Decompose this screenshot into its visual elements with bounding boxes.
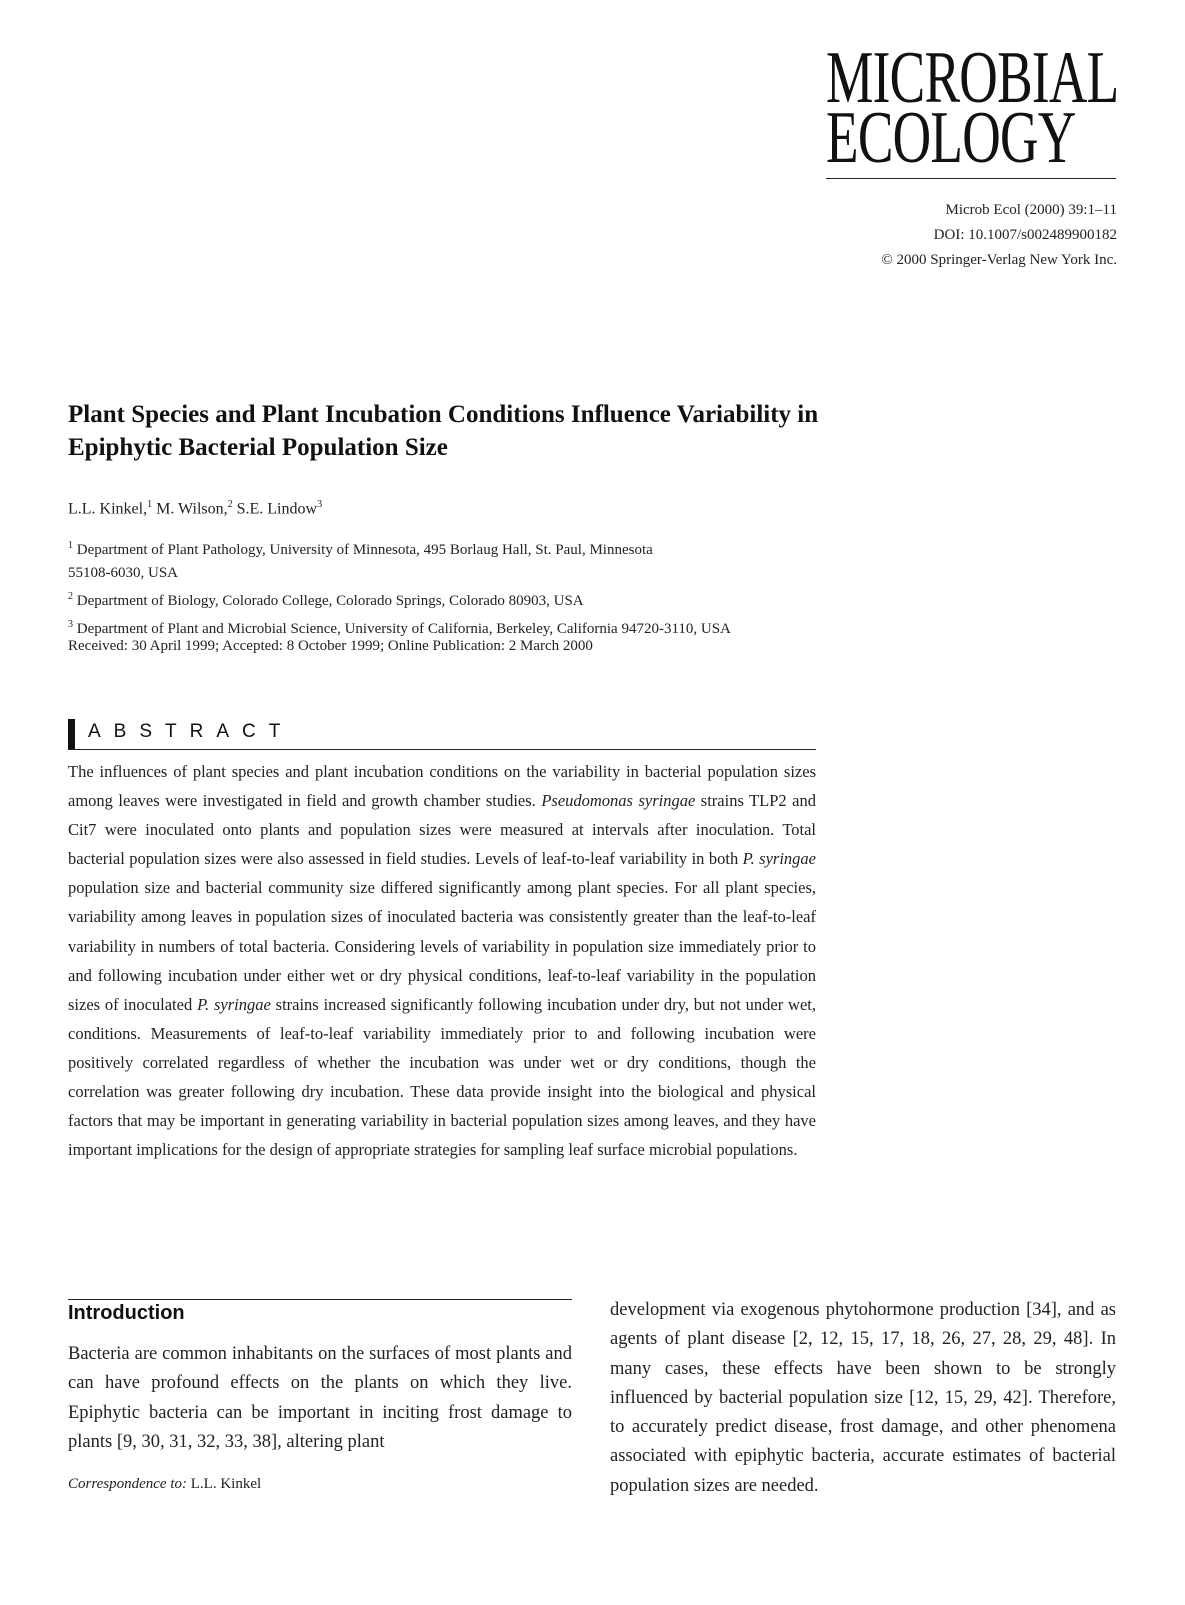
correspondence-note	[68, 1476, 261, 1493]
affiliation-sup: 2	[68, 591, 73, 602]
publication-dates: Received: 30 April 1999; Accepted: 8 October 1999; Online Publication: 2 March 2000	[68, 638, 593, 654]
abstract-species-italic: P. syringae	[197, 994, 271, 1014]
abstract-species-italic: Pseudomonas syringae	[541, 791, 696, 811]
abstract-segment: population size and bacterial community size differed significantly among plant species. For all plant species, variability among leaves in population sizes of inoculated bacteria was consistently greater than the leaf-to-leaf variability in numbers of total bacteria. Considering levels of variability in population size immediately prior to and following incubation under either wet or dry physical conditions, leaf-to-leaf variability in the population sizes of inoculated	[68, 878, 816, 1014]
affiliation-1-cont: 55108-6030, USA	[68, 565, 179, 581]
affiliation-text: Department of Plant Pathology, University of Minnesota, 495 Borlaug Hall, St. Paul, Minnesota	[76, 542, 653, 558]
affiliation-2	[68, 585, 848, 613]
abstract-species-italic: P. syringae	[742, 849, 816, 869]
journal-logo	[826, 37, 1119, 179]
affiliation-3	[68, 613, 848, 641]
correspondence-label: Correspondence to:	[68, 1476, 188, 1492]
abstract-segment: strains increased significantly following incubation under dry, but not under wet, conditions. Measurements of leaf-to-leaf variability immediately prior to and following incubation were positively correlated regardless of whether the incubation was under wet or dry conditions, though the correlation was greater following dry incubation. These data provide insight into the biological and physical factors that may be important in generating variability in bacterial population sizes among leaves, and they have important implications for the design of appropriate strategies for sampling leaf surface microbial populations.	[68, 994, 816, 1160]
journal-citation: Microb Ecol (2000) 39:1–11	[945, 202, 1117, 218]
introduction-rule	[68, 1299, 572, 1300]
correspondence-name: L.L. Kinkel	[190, 1476, 262, 1492]
introduction-column-1: Bacteria are common inhabitants on the surfaces of most plants and can have profound effects on the plants on which they live. Epiphytic bacteria can be important in inciting frost damage to plants [9, 30, 31, 32, 33, 38], altering plant	[68, 1344, 572, 1452]
abstract-text	[68, 757, 816, 1164]
author-name: M. Wilson,	[156, 500, 228, 518]
affiliation-1	[68, 534, 848, 562]
author-sup: 2	[227, 499, 233, 510]
author-sup: 3	[317, 499, 323, 510]
affiliation-text: Department of Plant and Microbial Science, University of California, Berkeley, California 94720-3110, USA	[76, 621, 731, 637]
affiliation-text: Department of Biology, Colorado College, Colorado Springs, Colorado 80903, USA	[76, 593, 584, 609]
affiliations	[68, 534, 848, 641]
copyright: © 2000 Springer-Verlag New York Inc.	[881, 252, 1117, 268]
introduction-heading: Introduction	[68, 1302, 185, 1324]
author-sup: 1	[147, 499, 153, 510]
author-name: L.L. Kinkel,	[68, 500, 148, 518]
logo-line-microbial: MICROBIAL	[826, 37, 1119, 119]
affiliation-sup: 3	[68, 619, 73, 630]
logo-rule	[826, 178, 1116, 179]
author-list	[68, 499, 322, 518]
author-name: S.E. Lindow	[236, 500, 318, 518]
abstract-heading-block	[68, 719, 816, 750]
citation-block	[881, 198, 1117, 273]
abstract-segment: The influences of plant species and plant incubation conditions on the variability in bacterial population sizes among leaves were investigated in field and growth chamber studies.	[68, 762, 816, 811]
abstract-heading: ABSTRACT	[88, 721, 294, 742]
abstract-segment: strains TLP2 and Cit7 were inoculated onto plants and population sizes were measured at intervals after inoculation. Total bacterial population sizes were also assessed in field studies. Levels of leaf-to-leaf variability in both	[68, 791, 816, 869]
affiliation-sup: 1	[68, 540, 73, 551]
doi: DOI: 10.1007/s002489900182	[933, 227, 1117, 243]
logo-line-ecology: ECOLOGY	[826, 97, 1076, 179]
introduction-column-2: development via exogenous phytohormone production [34], and as agents of plant disease [2, 12, 15, 17, 18, 26, 27, 28, 29, 48]. In many cases, these effects have been shown to be strongly influenced by bacterial population size [12, 15, 29, 42]. Therefore, to accurately predict disease, frost damage, and other phenomena associated with epiphytic bacteria, accurate estimates of bacterial population sizes are needed.	[610, 1300, 1116, 1496]
article-title: Plant Species and Plant Incubation Conditions Influence Variability in Epiphytic Bacterial Population Size	[68, 401, 819, 461]
abstract-marker-bar	[68, 719, 75, 749]
